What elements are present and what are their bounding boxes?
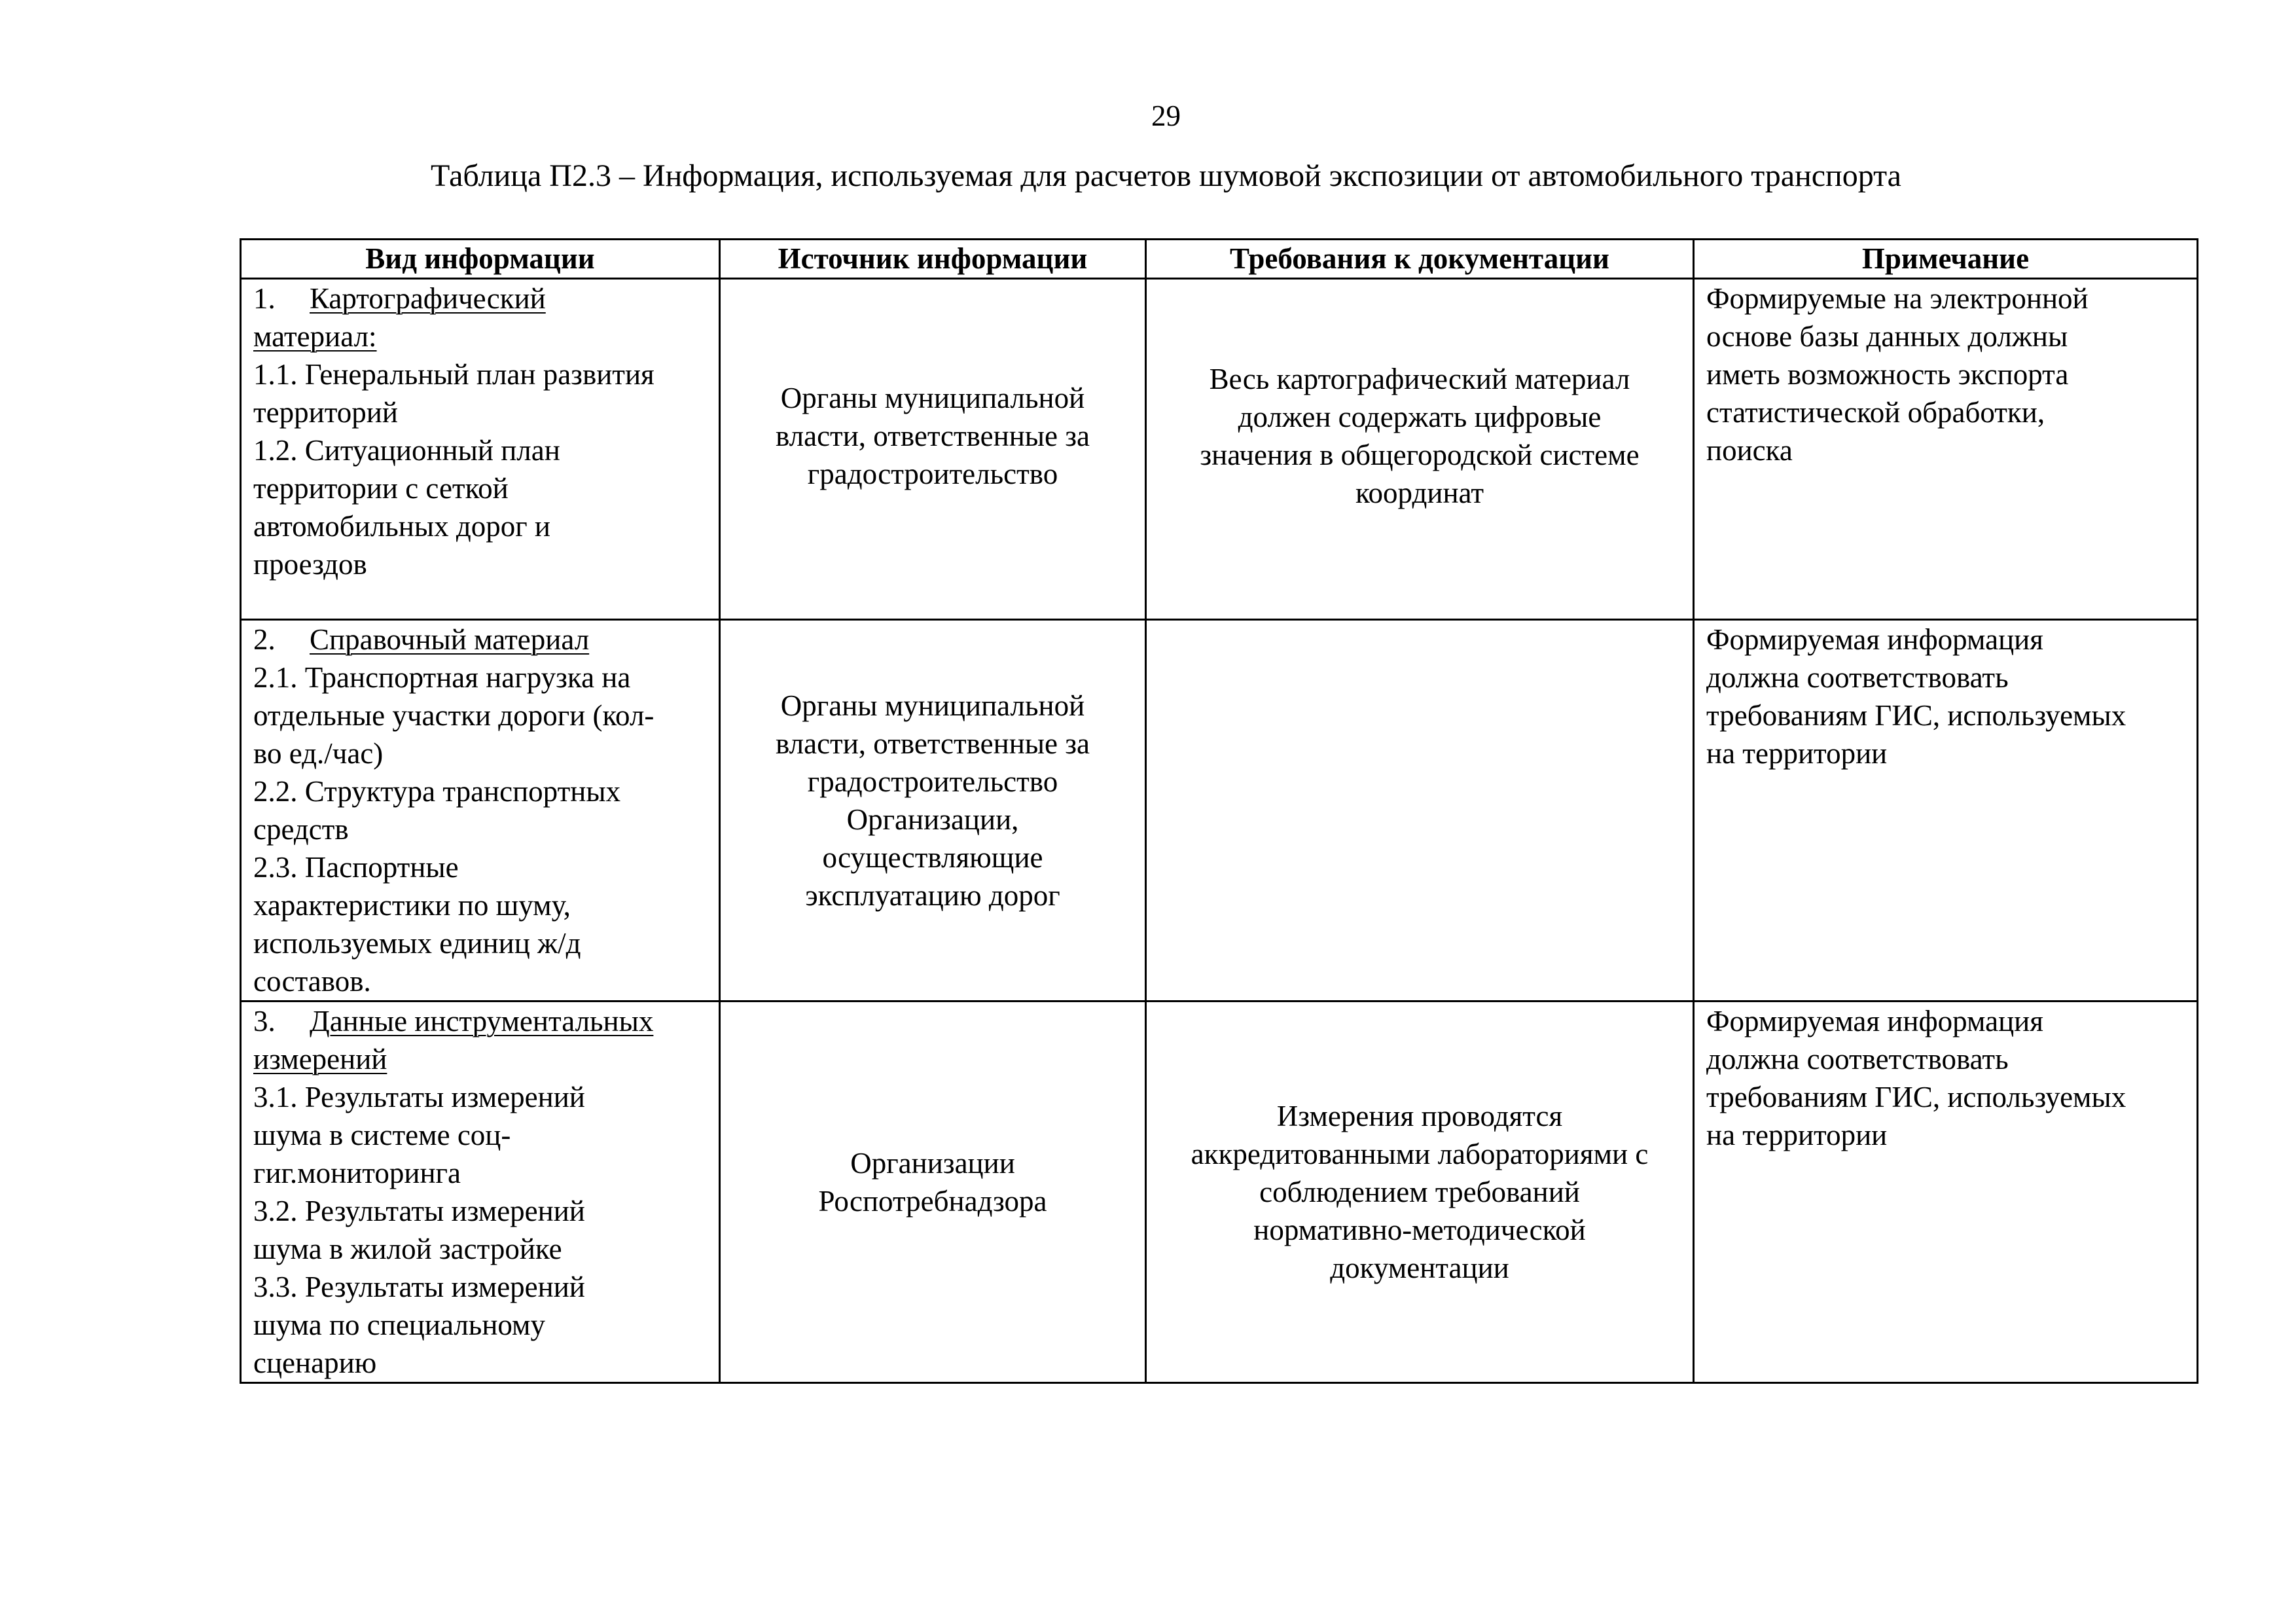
doc-requirements-cell <box>1146 620 1694 1001</box>
section-title-continued: измерений <box>253 1043 387 1075</box>
header-note: Примечание <box>1694 240 2198 279</box>
info-type-cell <box>241 1001 720 1383</box>
info-source-cell: Органы муниципальной власти, ответственные за градостроительство Организации, осуществляющие эксплуатацию дорог <box>720 620 1146 1001</box>
note-cell: Формируемая информация должна соответствовать требованиям ГИС, используемых на территории <box>1694 620 2198 1001</box>
header-doc-requirements: Требования к документации <box>1146 240 1694 279</box>
header-info-source: Источник информации <box>720 240 1146 279</box>
table-row <box>241 620 2198 1001</box>
doc-requirements-cell: Измерения проводятся аккредитованными лабораториями с соблюдением требований нормативно-методической документации <box>1146 1001 1694 1383</box>
info-source-cell: Органы муниципальной власти, ответственные за градостроительство <box>720 279 1146 620</box>
table-caption: Таблица П2.3 – Информация, используемая для расчетов шумовой экспозиции от автомобильного транспорта <box>431 158 1901 193</box>
doc-requirements-cell: Весь картографический материал должен содержать цифровые значения в общегородской системе координат <box>1146 279 1694 620</box>
section-heading <box>253 621 707 659</box>
information-table <box>240 238 2198 1384</box>
info-type-cell <box>241 620 720 1001</box>
section-items: 2.1. Транспортная нагрузка на отдельные участки дороги (кол- во ед./час) 2.2. Структура транспортных средств 2.3. Паспортные характеристики по шуму, используемых единиц ж/д составов. <box>253 661 655 998</box>
info-type-cell <box>241 279 720 620</box>
info-source-cell: Организации Роспотребнадзора <box>720 1001 1146 1383</box>
section-heading <box>253 280 707 317</box>
section-title-continued: материал: <box>253 320 377 353</box>
section-items: 1.1. Генеральный план развития территорий 1.2. Ситуационный план территории с сеткой автомобильных дорог и проездов <box>253 358 655 581</box>
page-number: 29 <box>1151 99 1181 132</box>
section-number: 2. <box>253 623 276 656</box>
section-items: 3.1. Результаты измерений шума в системе соц- гиг.мониторинга 3.2. Результаты измерений шума в жилой застройке 3.3. Результаты измерений шума по специальному сценарию <box>253 1081 585 1379</box>
header-info-type: Вид информации <box>241 240 720 279</box>
section-number: 3. <box>253 1005 276 1038</box>
table-row <box>241 1001 2198 1383</box>
section-title: Справочный материал <box>310 623 590 656</box>
section-title: Картографический <box>310 282 546 315</box>
section-number: 1. <box>253 282 276 315</box>
section-title: Данные инструментальных <box>310 1005 654 1038</box>
note-cell: Формируемые на электронной основе базы данных должны иметь возможность экспорта статистической обработки, поиска <box>1694 279 2198 620</box>
table-header-row <box>241 240 2198 279</box>
table-row <box>241 279 2198 620</box>
section-heading <box>253 1002 707 1040</box>
note-cell: Формируемая информация должна соответствовать требованиям ГИС, используемых на территории <box>1694 1001 2198 1383</box>
